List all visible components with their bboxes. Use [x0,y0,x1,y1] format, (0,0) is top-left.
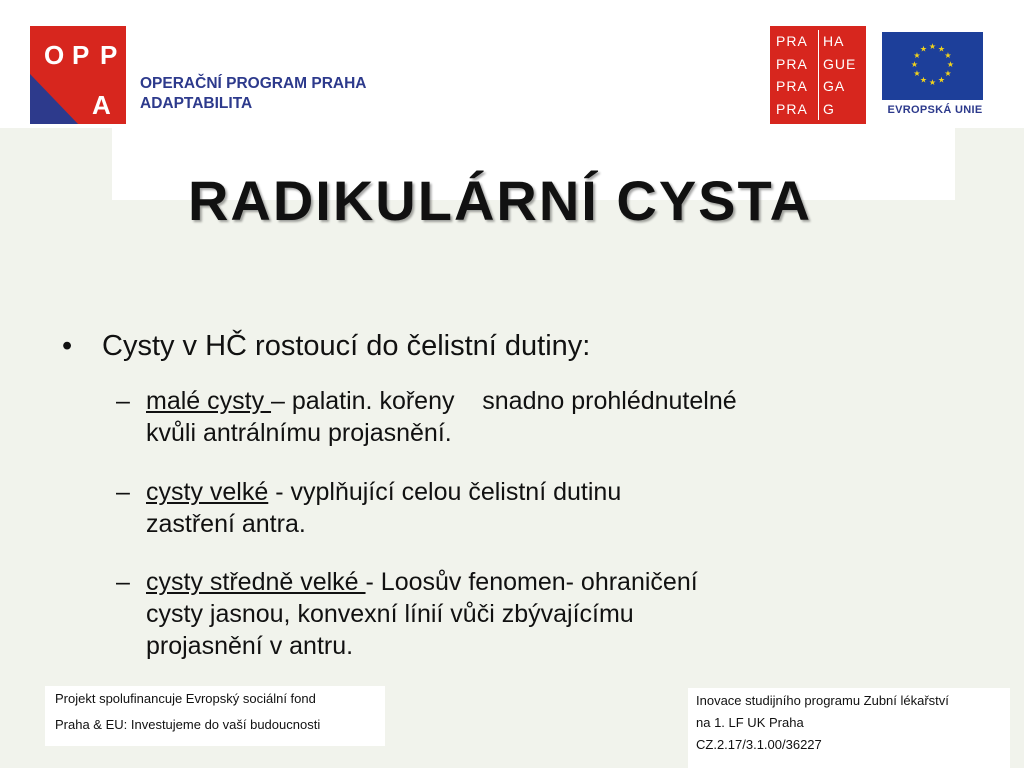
sub-text-line2: zastření antra. [146,510,306,538]
sub-text-line1: – palatin. kořeny snadno prohlédnutelné [271,387,737,415]
praha-right-4: G [818,98,867,121]
sub-text-line1: - vyplňující celou čelistní dutinu [268,478,622,506]
svg-text:★: ★ [937,75,946,85]
footer-right [688,688,1010,768]
main-bullet-text: Cysty v HČ rostoucí do čelistní dutiny: [102,330,591,362]
praha-logo [770,26,866,124]
slide-title: RADIKULÁRNÍ CYSTA [187,169,813,232]
eu-flag-icon [882,32,983,100]
footer-right-line1: Inovace studijního programu Zubní lékařství [696,693,949,708]
footer-left [45,686,385,746]
svg-text:★: ★ [919,75,928,85]
footer-left-line1: Projekt spolufinancuje Evropský sociální fond [55,691,316,706]
oppa-letter-o: O [44,40,65,70]
sub-text-line1: - Loosův fenomen- ohraničení [365,568,698,596]
praha-right-2: GUE [818,53,867,76]
footer-right-line2: na 1. LF UK Praha [696,715,804,730]
svg-text:★: ★ [913,51,921,60]
praha-left-3: PRA [776,78,808,95]
sub-term: malé cysty [146,387,272,415]
oppa-letter-p2: P [100,40,118,70]
svg-text:★: ★ [944,51,952,60]
sub-dash: – [116,568,130,596]
praha-left-4: PRA [776,100,808,117]
svg-text:★: ★ [944,69,952,78]
sub-text-line3: projasnění v antru. [146,632,354,660]
sub-term: cysty středně velké [146,568,366,596]
sub-dash: – [116,387,130,415]
eu-label: EVROPSKÁ UNIE [887,104,983,116]
footer-right-line3: CZ.2.17/3.1.00/36227 [696,737,822,752]
sub-term: cysty velké [146,478,269,506]
oppa-line-2: ADAPTABILITA [140,95,253,112]
praha-right-1: HA [818,30,867,53]
oppa-logo [30,26,126,124]
svg-text:★: ★ [919,44,928,54]
sub-dash: – [116,478,130,506]
footer-left-line2: Praha & EU: Investujeme do vaší budoucnosti [55,717,321,732]
svg-text:★: ★ [913,69,921,78]
svg-text:★: ★ [910,60,919,69]
oppa-letter-a: A [92,90,111,120]
sub-text-line2: cysty jasnou, konvexní línií vůči zbývajícímu [146,600,634,628]
praha-left-1: PRA [776,33,808,50]
svg-text:★: ★ [928,78,937,87]
svg-text:★: ★ [928,42,937,51]
oppa-line-1: OPERAČNÍ PROGRAM PRAHA [140,75,367,92]
svg-text:★: ★ [937,44,946,54]
praha-left-2: PRA [776,55,808,72]
sub-text-line2: kvůli antrálnímu projasnění. [146,419,452,447]
praha-right-3: GA [818,75,867,98]
oppa-letter-p1: P [72,40,90,70]
bullet-dot: • [62,330,73,362]
oppa-program-name [140,74,400,114]
svg-text:★: ★ [946,60,955,69]
